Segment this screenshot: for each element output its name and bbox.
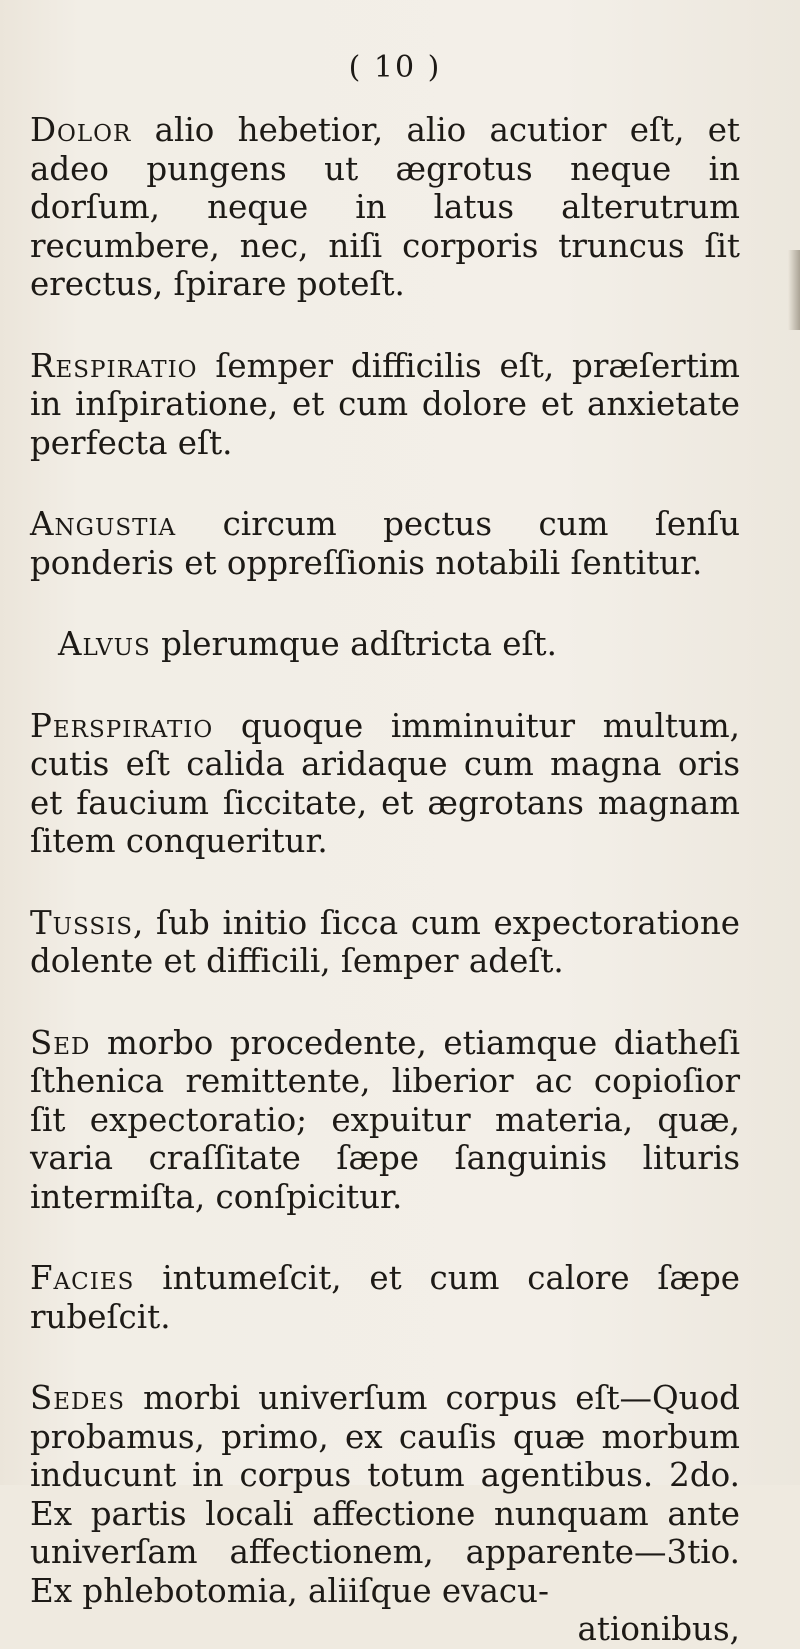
paragraph-text: plerumque adſtricta eſt. [150, 625, 557, 663]
paragraph-facies [30, 1259, 740, 1336]
paragraph-lead: Angustia [30, 505, 177, 543]
paragraph-tussis [30, 904, 740, 981]
paragraph-angustia [30, 505, 740, 582]
paragraph-text: , ſub initio ſicca cum expectoratione dolente et difficili, ſemper adeſt. [30, 903, 740, 980]
paragraph-lead: Dolor [30, 111, 132, 149]
paragraph-perspiratio [30, 707, 740, 861]
paragraph-text: intumeſcit, et cum calore ſæpe rubeſcit. [30, 1259, 740, 1336]
paragraph-lead: Facies [30, 1259, 135, 1297]
paragraph-sedes [30, 1379, 740, 1610]
paragraph-sed [30, 1024, 740, 1217]
paragraph-dolor [30, 111, 740, 304]
paragraph-lead: Tussis [30, 903, 134, 942]
paragraph-text: circum pectus cum ſenſu ponderis et oppreſſionis notabili ſentitur. [30, 505, 740, 582]
paragraph-text: ſemper difficilis eſt, præſertim in inſpiratione, et cum dolore et anxietate perfecta eſt. [30, 346, 740, 462]
paragraph-text: quoque imminuitur multum, cutis eſt calida aridaque cum magna oris et faucium ſiccitate, et ægrotans magnam ſitem conqueritur. [30, 706, 740, 860]
paragraph-respiratio [30, 347, 740, 463]
continued-line: ationibus, [577, 1610, 740, 1648]
paragraph-text: morbi univerſum corpus eſt—Quod probamus, primo, ex cauſis quæ morbum inducunt in corpus totum agentibus. 2do. Ex partis locali affectione nunquam ante univerſam affectionem, apparente—3tio. Ex phlebotomia, aliiſque evacu- [30, 1379, 740, 1610]
paragraph-lead: Sedes [30, 1379, 126, 1417]
paragraph-lead: Perspiratio [30, 706, 214, 745]
paragraph-text: morbo procedente, etiamque diatheſi ſthenica remittente, liberior ac copioſior ſit expectoratio; expuitur materia, quæ, varia craſſitate ſæpe ſanguinis lituris intermiſta, conſpicitur. [30, 1023, 740, 1216]
page-edge-shadow [788, 250, 800, 330]
paragraph-alvus [30, 625, 740, 664]
paragraph-lead: Respiratio [30, 346, 198, 385]
page-number: ( 10 ) [348, 50, 442, 85]
paragraph-text: alio hebetior, alio acutior eſt, et adeo pungens ut ægrotus neque in dorſum, neque in latus alterutrum recumbere, nec, niſi corporis truncus ſit erectus, ſpirare poteſt. [30, 111, 740, 303]
paragraph-lead: Alvus [58, 625, 151, 663]
paragraph-lead: Sed [30, 1023, 91, 1062]
